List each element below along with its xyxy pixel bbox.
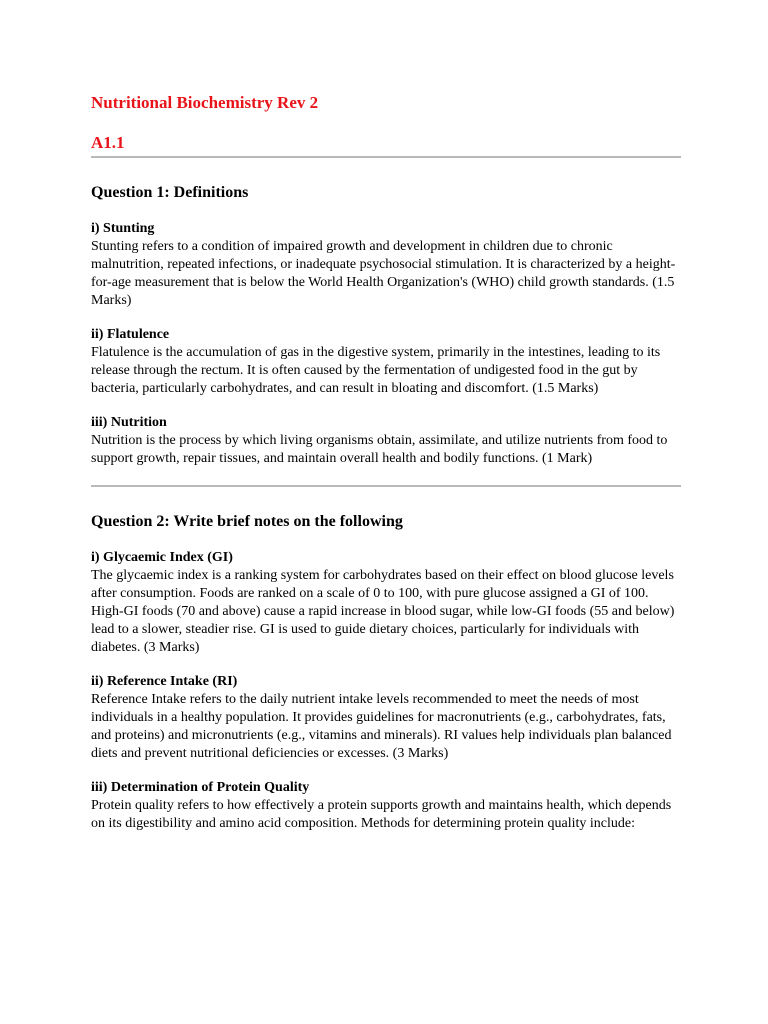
definition-stunting-title: i) Stunting	[91, 221, 155, 236]
note-glycaemic-index-body: The glycaemic index is a ranking system for carbohydrates based on their effect on blood glucose levels after consumption. Foods are ranked on a scale of 0 to 100, with pure glucose assigned a GI of 100. High-GI foods (70 and above) cause a rapid increase in blood sugar, while low-GI foods (55 and below) lead to a slower, steadier rise. GI is used to guide dietary choices, particularly for individuals with diabetes. (3 Marks)	[91, 568, 675, 655]
question-1-heading: Question 1: Definitions	[91, 184, 249, 201]
question-2-heading: Question 2: Write brief notes on the following	[91, 513, 403, 530]
definition-nutrition-body: Nutrition is the process by which living organisms obtain, assimilate, and utilize nutrients from food to support growth, repair tissues, and maintain overall health and bodily functions. (1 Mark)	[91, 433, 668, 466]
definition-stunting	[91, 220, 681, 310]
section-divider	[91, 156, 681, 158]
note-protein-quality	[91, 779, 681, 833]
note-protein-quality-title: iii) Determination of Protein Quality	[91, 780, 310, 795]
definition-stunting-body: Stunting refers to a condition of impaired growth and development in children due to chronic malnutrition, repeated infections, or inadequate psychosocial stimulation. It is characterized by a height-for-age measurement that is below the World Health Organization's (WHO) child growth standards. (1.5 Marks)	[91, 239, 676, 308]
definition-nutrition	[91, 414, 681, 468]
question-divider	[91, 485, 681, 487]
document-page	[91, 92, 681, 833]
document-title: Nutritional Biochemistry Rev 2	[91, 93, 319, 112]
definition-flatulence	[91, 326, 681, 398]
note-reference-intake-title: ii) Reference Intake (RI)	[91, 674, 238, 689]
note-reference-intake	[91, 673, 681, 763]
note-reference-intake-body: Reference Intake refers to the daily nutrient intake levels recommended to meet the needs of most individuals in a healthy population. It provides guidelines for macronutrients (e.g., carbohydrates, fats, and proteins) and micronutrients (e.g., vitamins and minerals). RI values help individuals plan balanced diets and prevent nutritional deficiencies or excesses. (3 Marks)	[91, 692, 672, 761]
section-title: A1.1	[91, 133, 125, 152]
note-glycaemic-index	[91, 549, 681, 657]
note-protein-quality-body: Protein quality refers to how effectively a protein supports growth and maintains health, which depends on its digestibility and amino acid composition. Methods for determining protein quality include:	[91, 798, 672, 831]
note-glycaemic-index-title: i) Glycaemic Index (GI)	[91, 550, 233, 565]
definition-nutrition-title: iii) Nutrition	[91, 415, 167, 430]
definition-flatulence-body: Flatulence is the accumulation of gas in the digestive system, primarily in the intestines, leading to its release through the rectum. It is often caused by the fermentation of undigested food in the gut by bacteria, particularly carbohydrates, and can result in bloating and discomfort. (1.5 Marks)	[91, 345, 661, 396]
definition-flatulence-title: ii) Flatulence	[91, 327, 170, 342]
